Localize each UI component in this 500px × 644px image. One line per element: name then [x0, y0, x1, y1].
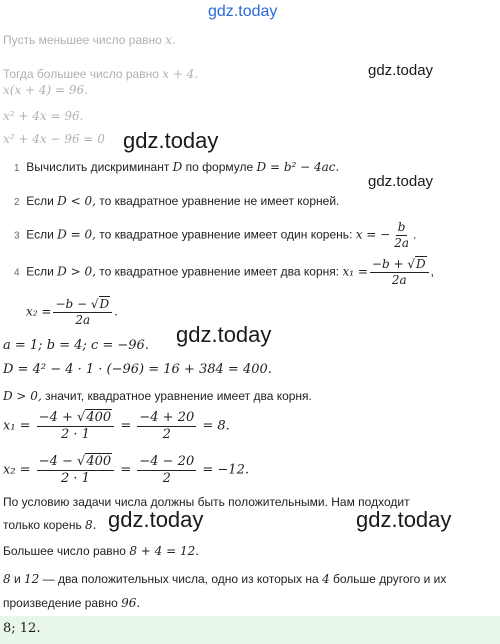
fraction-numerator: −4 + 20 — [139, 410, 195, 425]
faded-equation: x² + 4x = 96. — [3, 109, 84, 123]
fraction-numerator: −4 + √400 — [37, 411, 114, 427]
coefficients: a = 1; b = 4; c = −96. — [3, 338, 149, 353]
conclusion-text: только корень — [3, 518, 82, 532]
step-number: 1 — [14, 163, 20, 174]
conclusion-math: 4 — [322, 572, 330, 586]
radicand: D — [99, 297, 110, 311]
root-x1 — [3, 411, 230, 441]
watermark: gdz.today — [368, 62, 434, 79]
step-text: то квадратное уравнение имеет один корень: — [99, 227, 353, 242]
step-math: D > 0, — [57, 264, 96, 279]
step-1 — [14, 160, 339, 174]
fraction — [53, 298, 112, 326]
conclusion-line-2 — [3, 518, 97, 532]
step-text: то квадратное уравнение не имеет корней. — [99, 194, 340, 208]
fraction — [370, 258, 429, 286]
faded-line — [3, 33, 176, 47]
fraction-numerator: −b + √D — [370, 258, 429, 273]
step-text: Вычислить дискриминант — [26, 160, 170, 174]
step-text: Если — [26, 264, 54, 279]
conclusion-math: 96. — [121, 596, 141, 610]
fraction — [137, 411, 196, 441]
step-math: x₂ = — [26, 304, 52, 319]
faded-math: x + 4. — [162, 67, 199, 81]
punctuation: . — [114, 304, 118, 319]
fraction — [37, 455, 114, 485]
radicand: 400 — [86, 454, 112, 469]
fraction — [137, 455, 196, 485]
step-math: D — [172, 160, 183, 174]
step-2 — [14, 194, 339, 208]
equals: = — [120, 462, 132, 478]
step-text: то квадратное уравнение имеет два корня: — [99, 264, 340, 279]
step-text: Если — [26, 194, 54, 208]
watermark: gdz.today — [368, 173, 434, 190]
fraction-denominator: 2 — [162, 470, 171, 486]
faded-text: Тогда большее число равно — [3, 67, 159, 81]
step-number: 4 — [14, 267, 20, 279]
conclusion-math: 8 — [3, 572, 11, 586]
conclusion-math: 12 — [24, 572, 40, 586]
watermark: gdz.today — [108, 507, 204, 532]
fraction-denominator: 2a — [394, 235, 409, 250]
fraction-numerator: −4 − 20 — [139, 454, 195, 469]
faded-equation: x² + 4x − 96 = 0 — [3, 132, 105, 146]
punctuation: . — [413, 227, 417, 242]
numerator-text: −4 + — [38, 410, 78, 425]
conclusion-line-3 — [3, 544, 199, 558]
conclusion-math: 8 + 4 = 12. — [129, 544, 200, 558]
fraction — [392, 221, 411, 249]
conclusion-text: больше другого и их — [333, 572, 447, 586]
faded-text: Пусть меньшее число равно — [3, 33, 162, 47]
step-math: x₁ = — [342, 264, 368, 279]
fraction-numerator: b — [397, 220, 406, 234]
radicand: 400 — [86, 410, 112, 425]
fraction — [37, 411, 114, 441]
step-number: 3 — [14, 230, 20, 242]
numerator-text: −b − — [55, 297, 91, 311]
fraction-denominator: 2a — [75, 312, 91, 327]
step-math: D < 0, — [57, 194, 96, 208]
equals: = — [120, 418, 132, 434]
faded-math: x. — [165, 33, 176, 47]
watermark: gdz.today — [123, 128, 219, 153]
conclusion-text: — два положительных числа, одно из которых на — [42, 572, 319, 586]
conclusion-text: произведение равно — [3, 596, 118, 610]
step-math: D = 0, — [57, 227, 96, 242]
fraction-numerator: −4 − √400 — [37, 455, 114, 471]
fraction-denominator: 2a — [391, 272, 407, 287]
watermark: gdz.today — [176, 322, 272, 347]
step-math: x = − — [355, 227, 391, 242]
root-lhs: x₁ = — [3, 418, 31, 434]
watermark: gdz.today — [356, 507, 452, 532]
step-4-x2 — [26, 298, 118, 326]
faded-equation: x(x + 4) = 96. — [3, 83, 88, 97]
punctuation: , — [430, 264, 434, 279]
faded-line — [3, 67, 198, 81]
fraction-denominator: 2 · 1 — [60, 470, 90, 486]
answer-value: 8; 12. — [3, 621, 41, 636]
conclusion-line-1: По условию задачи числа должны быть положительными. Нам подходит — [3, 495, 410, 509]
root-result: = −12. — [202, 462, 249, 478]
condition-math: D > 0, — [3, 389, 42, 403]
root-lhs: x₂ = — [3, 462, 31, 478]
conclusion-text: Большее число равно — [3, 544, 126, 558]
fraction-numerator: −b − √D — [53, 298, 112, 313]
conclusion-text: и — [13, 572, 21, 586]
discriminant-condition — [3, 389, 312, 403]
step-3 — [14, 221, 416, 249]
step-4 — [14, 258, 434, 286]
fraction-denominator: 2 — [162, 426, 171, 442]
conclusion-math: 8. — [85, 518, 97, 532]
conclusion-line-4 — [3, 572, 446, 586]
step-text: по формуле — [185, 160, 254, 174]
answer-box — [0, 616, 500, 644]
numerator-text: −4 − — [38, 454, 78, 469]
discriminant: D = 4² − 4 · 1 · (−96) = 16 + 384 = 400. — [3, 362, 272, 377]
numerator-text: −b + — [371, 257, 408, 271]
condition-text: значит, квадратное уравнение имеет два корня. — [45, 389, 312, 403]
root-x2 — [3, 455, 249, 485]
step-number: 2 — [14, 197, 20, 208]
conclusion-line-5 — [3, 596, 140, 610]
root-result: = 8. — [202, 418, 230, 434]
watermark: gdz.today — [208, 3, 278, 20]
radicand: D — [415, 257, 426, 271]
step-text: Если — [26, 227, 54, 242]
fraction-denominator: 2 · 1 — [60, 426, 90, 442]
step-math: D = b² − 4ac. — [256, 160, 340, 174]
